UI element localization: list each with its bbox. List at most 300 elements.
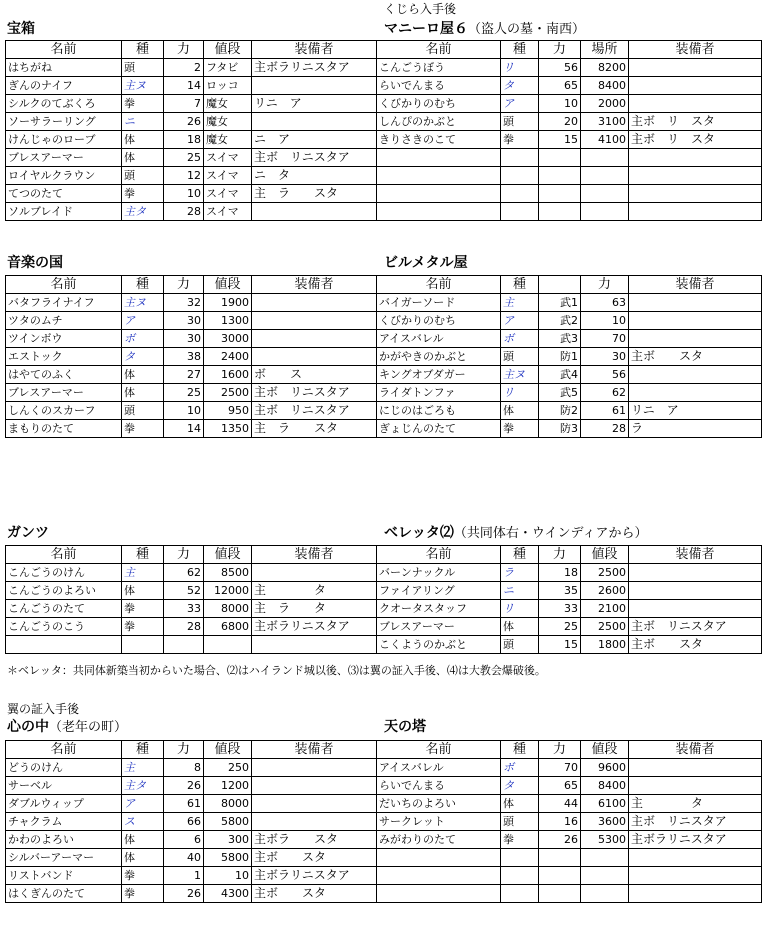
table-cell: サークレット [377,813,501,831]
table-cell: チャクラム [6,813,122,831]
table-cell [629,167,762,185]
table-cell [539,185,581,203]
table-cell: 主 ラ スタ [252,420,377,438]
table-cell [581,885,629,903]
table-cell: 体 [122,366,164,384]
table-cell: 体 [501,795,539,813]
table-row [6,294,377,312]
table-row [6,330,377,348]
column-header: 種 [501,741,539,759]
table-cell: 魔女 [204,131,252,149]
table-cell: ファイアリング [377,582,501,600]
table-cell: 5300 [581,831,629,849]
table-gantsu [5,545,377,654]
table-cell: 頭 [501,636,539,654]
table-row [377,600,762,618]
column-header: 値段 [204,276,252,294]
table-cell: 33 [164,600,204,618]
table-cell: 66 [164,813,204,831]
table-row [6,582,377,600]
table-cell: はやてのふく [6,366,122,384]
table-cell: 2500 [581,618,629,636]
table-cell [377,203,501,221]
table-row [6,759,377,777]
table-cell [252,759,377,777]
table-cell: 25 [539,618,581,636]
column-header: 種 [501,546,539,564]
table-cell [581,167,629,185]
title-manilo: マニーロ屋６（盗人の墓・南西） [384,21,586,37]
table-cell: はちがね [6,59,122,77]
table-cell: 32 [164,294,204,312]
footnote: ＊ベレッタ：共同体新築当初からいた場合、⑵はハイランド城以後、⑶は翼の証入手後、⑷は大教会爆破後。 [7,664,546,677]
table-cell [501,203,539,221]
table-cell: 3600 [581,813,629,831]
table-cell: 体 [122,384,164,402]
table-row [377,330,762,348]
table-cell: 35 [539,582,581,600]
column-header: 名前 [6,276,122,294]
table-cell: サーベル [6,777,122,795]
table-cell: 2100 [581,600,629,618]
table-cell: 1800 [581,636,629,654]
table-cell [629,294,762,312]
table-cell: 56 [581,366,629,384]
table-cell: 15 [539,131,581,149]
column-header: 値段 [204,741,252,759]
table-cell: 体 [122,831,164,849]
header-row [6,741,377,759]
column-header: 力 [539,741,581,759]
header-row [6,546,377,564]
table-cell [581,849,629,867]
table-cell: 63 [581,294,629,312]
table-cell: ニ [122,113,164,131]
table-cell: 頭 [501,813,539,831]
column-header: 名前 [377,276,501,294]
table-cell [581,203,629,221]
table-cell: こくようのかぶと [377,636,501,654]
table-cell: 70 [539,759,581,777]
header-row [377,276,762,294]
column-header: 種 [122,546,164,564]
table-manilo [376,40,762,221]
table-cell: 28 [164,618,204,636]
table-cell: 主ボラリニスタア [252,618,377,636]
table-cell [629,777,762,795]
table-cell: 62 [581,384,629,402]
column-header [539,276,581,294]
table-cell [252,330,377,348]
table-cell: かわのよろい [6,831,122,849]
table-row [6,384,377,402]
table-row [6,849,377,867]
table-cell: ソーサラーリング [6,113,122,131]
table-row [377,813,762,831]
table-cell: 25 [164,149,204,167]
table-cell [164,636,204,654]
table-row [377,582,762,600]
column-header: 装備者 [629,276,762,294]
table-row [6,131,377,149]
table-cell: らいでんまる [377,777,501,795]
table-cell: 6800 [204,618,252,636]
table-row [377,867,762,885]
table-row [6,813,377,831]
table-cell: ラ [629,420,762,438]
table-cell: 主 [122,564,164,582]
table-row [377,312,762,330]
column-header: 種 [122,741,164,759]
table-row [6,312,377,330]
title-kokoro: 心の中（老年の町） [7,719,128,735]
table-cell: ア [122,795,164,813]
table-cell: バイガーソード [377,294,501,312]
header-row [6,276,377,294]
table-cell: 70 [581,330,629,348]
table-cell [252,113,377,131]
table-cell: 6100 [581,795,629,813]
column-header: 名前 [6,741,122,759]
title-gantsu: ガンツ [7,525,49,541]
column-header: 力 [164,41,204,59]
table-row [377,59,762,77]
table-row [6,113,377,131]
table-row [377,795,762,813]
column-header: 装備者 [629,546,762,564]
table-cell: 拳 [122,600,164,618]
table-cell: 8 [164,759,204,777]
table-cell: 26 [539,831,581,849]
table-cell: 主ボ リ スタ [629,113,762,131]
table-cell: 38 [164,348,204,366]
table-row [377,294,762,312]
table-cell: リニ ア [252,95,377,113]
table-cell [252,777,377,795]
table-cell: スイマ [204,185,252,203]
table-cell: 7 [164,95,204,113]
table-cell: 10 [164,402,204,420]
column-header: 値段 [581,741,629,759]
table-cell: ぎょじんのたて [377,420,501,438]
table-cell [539,867,581,885]
table-row [377,95,762,113]
table-cell: キングオブダガー [377,366,501,384]
column-header: 装備者 [252,741,377,759]
table-row [377,167,762,185]
table-cell: 25 [164,384,204,402]
table-cell: ニ [501,582,539,600]
table-cell: 拳 [501,131,539,149]
table-cell: 950 [204,402,252,420]
table-cell [501,185,539,203]
column-header: 種 [501,276,539,294]
table-cell: スイマ [204,203,252,221]
table-cell: 体 [122,582,164,600]
table-cell: 頭 [501,113,539,131]
table-cell [629,330,762,348]
table-row [377,564,762,582]
table-cell: 18 [164,131,204,149]
table-row [377,759,762,777]
table-row [377,420,762,438]
table-cell: 主ボ スタ [629,636,762,654]
table-cell: 拳 [501,831,539,849]
table-cell [629,203,762,221]
column-header: 名前 [377,41,501,59]
table-cell: 魔女 [204,113,252,131]
table-bilmetal [376,275,762,438]
table-cell [252,203,377,221]
table-cell: だいちのよろい [377,795,501,813]
table-cell: こんごうのたて [6,600,122,618]
table-cell: 魔女 [204,95,252,113]
table-cell [377,849,501,867]
table-cell: 1200 [204,777,252,795]
table-cell: 拳 [122,885,164,903]
table-row [6,149,377,167]
table-cell: ニ ア [252,131,377,149]
table-cell: ロイヤルクラウン [6,167,122,185]
table-takarabako [5,40,377,221]
table-cell: ツタのムチ [6,312,122,330]
table-cell: 2500 [581,564,629,582]
table-cell: ボ [501,330,539,348]
column-header: 値段 [204,41,252,59]
table-row [377,185,762,203]
table-cell: リニ ア [629,402,762,420]
table-cell: ブレスアーマー [6,149,122,167]
column-header: 名前 [6,546,122,564]
table-cell [539,849,581,867]
table-cell [629,312,762,330]
table-row [6,777,377,795]
column-header: 名前 [377,741,501,759]
column-header: 名前 [6,41,122,59]
table-cell: きりさきのこて [377,131,501,149]
table-cell: 主ボ スタ [252,849,377,867]
table-row [377,831,762,849]
table-cell [377,149,501,167]
table-cell: 26 [164,777,204,795]
table-cell [6,636,122,654]
table-row [377,636,762,654]
table-cell: エストック [6,348,122,366]
column-header: 力 [581,276,629,294]
table-cell: 10 [581,312,629,330]
table-cell: 1350 [204,420,252,438]
table-cell: まもりのたて [6,420,122,438]
table-row [377,149,762,167]
column-header: 種 [122,276,164,294]
table-cell: シルバーアーマー [6,849,122,867]
table-cell: 体 [122,849,164,867]
table-cell: 15 [539,636,581,654]
table-cell: 33 [539,600,581,618]
table-row [377,849,762,867]
table-cell: バタフライナイフ [6,294,122,312]
table-cell: 5800 [204,813,252,831]
table-row [6,885,377,903]
column-header: 値段 [581,546,629,564]
title-takarabako: 宝箱 [7,21,35,37]
table-cell: どうのけん [6,759,122,777]
table-cell: 主ボラリニスタア [252,59,377,77]
table-cell: 14 [164,77,204,95]
column-header: 装備者 [252,276,377,294]
table-cell: 主 ラ スタ [252,185,377,203]
table-row [6,402,377,420]
table-cell: 4100 [581,131,629,149]
table-row [377,203,762,221]
table-row [6,59,377,77]
column-header: 装備者 [629,741,762,759]
table-cell: リ [501,600,539,618]
table-cell: 10 [539,95,581,113]
table-cell: 10 [204,867,252,885]
table-cell: 拳 [122,185,164,203]
column-header: 装備者 [252,546,377,564]
table-cell: 主ボラリニスタア [252,867,377,885]
table-cell: 主ボ スタ [629,348,762,366]
table-cell: 12000 [204,582,252,600]
table-cell [629,149,762,167]
column-header: 場所 [581,41,629,59]
table-cell [377,185,501,203]
table-row [377,348,762,366]
table-cell: ボ ス [252,366,377,384]
table-row [377,384,762,402]
table-row [6,420,377,438]
table-cell: 体 [122,149,164,167]
table-cell: 65 [539,77,581,95]
table-cell: くびかりのむち [377,312,501,330]
title-ongaku: 音楽の国 [7,255,63,271]
table-cell: 26 [164,113,204,131]
table-cell: 2000 [581,95,629,113]
table-cell: ブレスアーマー [6,384,122,402]
table-cell: 防3 [539,420,581,438]
table-cell: 3000 [204,330,252,348]
table-cell: 61 [164,795,204,813]
top-note: くじら入手後 [384,2,457,16]
table-cell: アイスバレル [377,759,501,777]
table-cell: 武3 [539,330,581,348]
table-cell: ニ タ [252,167,377,185]
table-row [377,131,762,149]
table-cell [377,867,501,885]
table-cell [377,885,501,903]
table-cell [501,167,539,185]
table-cell: 頭 [501,348,539,366]
table-cell: 250 [204,759,252,777]
title-bilmetal: ビルメタル屋 [384,255,468,271]
table-cell [629,849,762,867]
table-row [6,618,377,636]
column-header: 名前 [377,546,501,564]
table-cell: くびかりのむち [377,95,501,113]
table-ongaku [5,275,377,438]
table-cell: リ [501,384,539,402]
table-cell: 20 [539,113,581,131]
table-cell [629,366,762,384]
table-row [377,885,762,903]
table-cell [629,759,762,777]
table-cell: 主 タ [629,795,762,813]
table-cell: 2400 [204,348,252,366]
header-row [377,741,762,759]
table-cell: 1900 [204,294,252,312]
header-row [377,41,762,59]
table-cell: 頭 [122,59,164,77]
table-cell: にじのはごろも [377,402,501,420]
table-cell: 2500 [204,384,252,402]
table-cell: みがわりのたて [377,831,501,849]
table-cell [252,348,377,366]
table-cell: 40 [164,849,204,867]
table-cell: 主ボ リニスタア [629,813,762,831]
table-cell [629,185,762,203]
table-cell: 頭 [122,402,164,420]
table-cell: 26 [164,885,204,903]
header-row [6,41,377,59]
table-cell: 14 [164,420,204,438]
table-cell: スイマ [204,167,252,185]
table-cell: 主 [501,294,539,312]
table-cell [122,636,164,654]
table-cell [629,867,762,885]
table-cell: ぎんのナイフ [6,77,122,95]
table-cell: 61 [581,402,629,420]
table-row [6,600,377,618]
table-cell: 30 [164,330,204,348]
table-cell: 頭 [122,167,164,185]
section-note: 翼の証入手後 [7,702,80,716]
table-cell [501,149,539,167]
table-cell: スイマ [204,149,252,167]
table-row [377,77,762,95]
table-cell: 武4 [539,366,581,384]
table-cell: 主ボ スタ [252,885,377,903]
table-cell: バーンナックル [377,564,501,582]
table-cell: 主ボ リニスタア [629,618,762,636]
column-header: 装備者 [252,41,377,59]
table-cell: リ [501,59,539,77]
column-header: 力 [164,276,204,294]
table-cell [252,77,377,95]
table-cell: ア [501,95,539,113]
table-row [377,777,762,795]
table-cell: ソルブレイド [6,203,122,221]
table-cell: シルクのてぶくろ [6,95,122,113]
table-cell: タ [501,777,539,795]
table-cell: しんぴのかぶと [377,113,501,131]
table-cell: けんじゃのローブ [6,131,122,149]
table-cell: 18 [539,564,581,582]
table-row [377,402,762,420]
table-cell: クオータスタッフ [377,600,501,618]
column-header: 種 [501,41,539,59]
table-cell: 主 タ [252,582,377,600]
table-row [6,867,377,885]
table-cell: はくぎんのたて [6,885,122,903]
table-cell: 2 [164,59,204,77]
table-cell: 10 [164,185,204,203]
table-cell: らいでんまる [377,77,501,95]
table-row [6,564,377,582]
table-cell: 主タ [122,203,164,221]
table-cell: 体 [122,131,164,149]
